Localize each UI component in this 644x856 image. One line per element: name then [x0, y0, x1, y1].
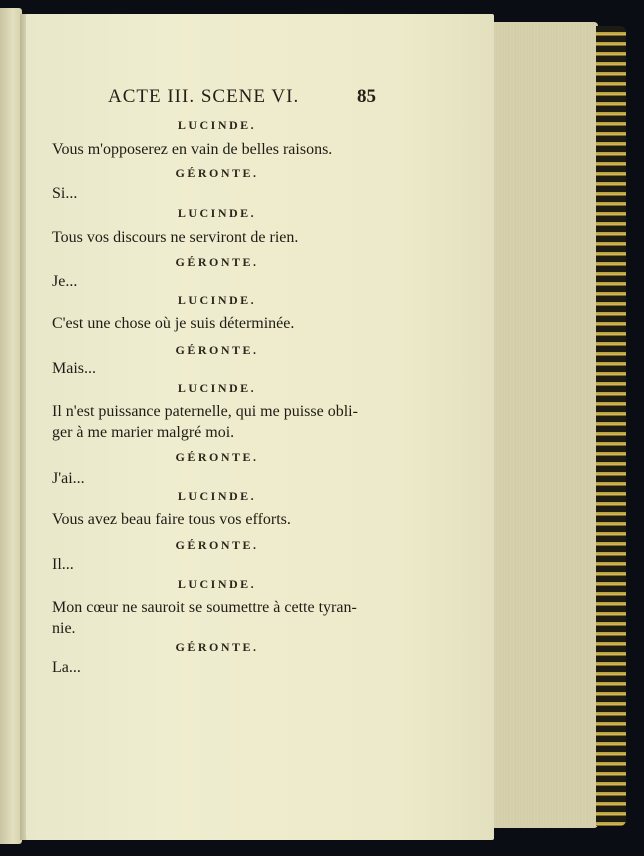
dialogue-line: J'ai...: [52, 470, 85, 487]
dialogue-line: Tous vos discours ne serviront de rien.: [52, 229, 299, 246]
dialogue-line: Mon cœur ne sauroit se soumettre à cette tyran-: [52, 599, 357, 616]
previous-page-edge: [0, 8, 22, 844]
gilt-cover-edge: [596, 26, 626, 826]
dialogue-line: Il n'est puissance paternelle, qui me puisse obli-: [52, 403, 358, 420]
speaker-name: LUCINDE.: [177, 118, 257, 132]
speaker-name: GÉRONTE.: [175, 450, 259, 464]
dialogue-line: Mais...: [52, 360, 96, 377]
speaker-name: LUCINDE.: [177, 577, 257, 591]
speaker-name: LUCINDE.: [177, 489, 257, 503]
speaker-name: LUCINDE.: [177, 381, 257, 395]
page-block-edges: [494, 22, 598, 828]
speaker-name: GÉRONTE.: [175, 343, 259, 357]
header-title: ACTE III. SCENE VI.: [108, 86, 300, 107]
speaker-name: GÉRONTE.: [175, 538, 259, 552]
speaker-name: GÉRONTE.: [175, 166, 259, 180]
dialogue-line: Vous m'opposerez en vain de belles raisons.: [52, 141, 333, 158]
speaker-name: GÉRONTE.: [175, 255, 259, 269]
dialogue-line: Il...: [52, 556, 74, 573]
speaker-name: LUCINDE.: [177, 206, 257, 220]
dialogue-line: C'est une chose où je suis déterminée.: [52, 315, 295, 332]
speaker-name: GÉRONTE.: [175, 640, 259, 654]
dialogue-line: Vous avez beau faire tous vos efforts.: [52, 511, 291, 528]
dialogue-line: ger à me marier malgré moi.: [52, 424, 235, 441]
dialogue-line: Si...: [52, 185, 78, 202]
dialogue-line: nie.: [52, 620, 76, 637]
page-number: 85: [357, 86, 376, 107]
dialogue-line: Je...: [52, 273, 78, 290]
running-header: [108, 86, 376, 110]
speaker-name: LUCINDE.: [177, 293, 257, 307]
dialogue-line: La...: [52, 659, 81, 676]
